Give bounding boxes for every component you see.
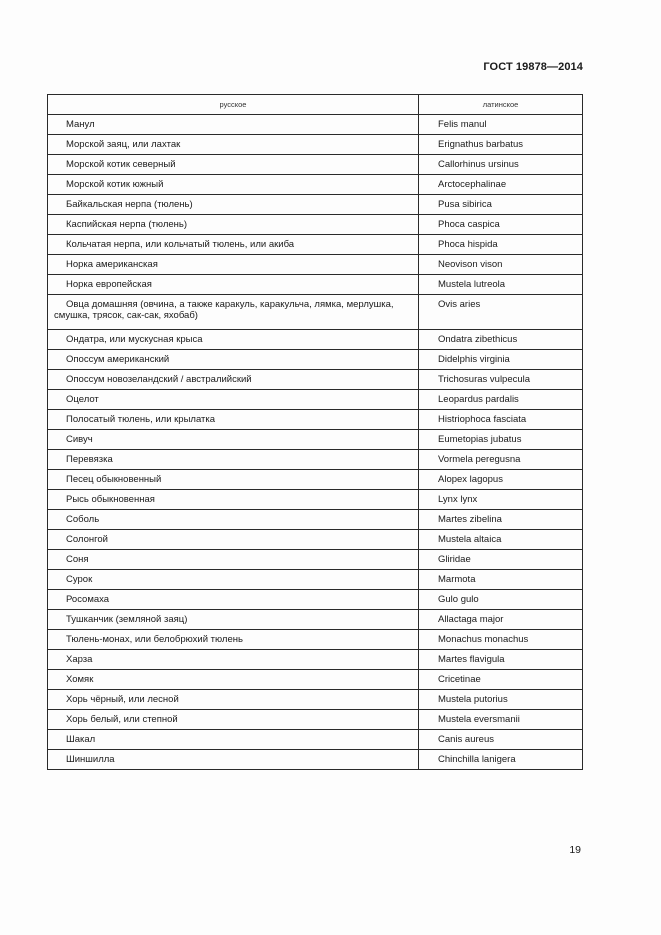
table-row xyxy=(48,195,583,215)
table-row xyxy=(48,255,583,275)
table-row xyxy=(48,510,583,530)
latin-name-cell: Leopardus pardalis xyxy=(419,390,583,410)
table-row xyxy=(48,350,583,370)
russian-name-cell: Ондатра, или мускусная крыса xyxy=(48,330,419,350)
latin-name-cell: Ondatra zibethicus xyxy=(419,330,583,350)
latin-name-cell: Phoca caspica xyxy=(419,215,583,235)
table-row xyxy=(48,590,583,610)
russian-name-cell: Тюлень-монах, или белобрюхий тюлень xyxy=(48,630,419,650)
russian-name-cell: Песец обыкновенный xyxy=(48,470,419,490)
table-row xyxy=(48,215,583,235)
species-names-table xyxy=(47,94,583,770)
russian-name-cell: Шиншилла xyxy=(48,750,419,770)
latin-name-cell: Cricetinae xyxy=(419,670,583,690)
russian-name-cell: Хорь белый, или степной xyxy=(48,710,419,730)
latin-name-cell: Didelphis virginia xyxy=(419,350,583,370)
table-row xyxy=(48,155,583,175)
latin-name-cell: Arctocephalinae xyxy=(419,175,583,195)
table-row xyxy=(48,570,583,590)
latin-name-cell: Felis manul xyxy=(419,115,583,135)
latin-name-cell: Alopex lagopus xyxy=(419,470,583,490)
latin-name-cell: Gliridae xyxy=(419,550,583,570)
table-row xyxy=(48,235,583,255)
table-row xyxy=(48,550,583,570)
russian-name-cell: Сивуч xyxy=(48,430,419,450)
latin-name-cell: Vormela peregusna xyxy=(419,450,583,470)
table-row xyxy=(48,690,583,710)
russian-name-cell: Солонгой xyxy=(48,530,419,550)
table-row xyxy=(48,750,583,770)
table-row xyxy=(48,650,583,670)
latin-name-cell: Martes zibelina xyxy=(419,510,583,530)
latin-name-cell: Mustela lutreola xyxy=(419,275,583,295)
table-row xyxy=(48,730,583,750)
latin-name-cell: Pusa sibirica xyxy=(419,195,583,215)
latin-name-cell: Gulo gulo xyxy=(419,590,583,610)
latin-name-cell: Chinchilla lanigera xyxy=(419,750,583,770)
table-row xyxy=(48,390,583,410)
russian-name-cell: Тушканчик (земляной заяц) xyxy=(48,610,419,630)
russian-name-cell: Полосатый тюлень, или крылатка xyxy=(48,410,419,430)
latin-name-cell: Trichosuras vulpecula xyxy=(419,370,583,390)
column-header-latin: латинское xyxy=(419,95,583,115)
table-row xyxy=(48,470,583,490)
table-header-row xyxy=(48,95,583,115)
table-row xyxy=(48,490,583,510)
latin-name-cell: Mustela eversmanii xyxy=(419,710,583,730)
table-row xyxy=(48,370,583,390)
table-row xyxy=(48,430,583,450)
column-header-russian: русское xyxy=(48,95,419,115)
table-row xyxy=(48,330,583,350)
table-row xyxy=(48,135,583,155)
table-row xyxy=(48,710,583,730)
russian-name-cell: Оцелот xyxy=(48,390,419,410)
latin-name-cell: Histriophoca fasciata xyxy=(419,410,583,430)
russian-name-cell: Байкальская нерпа (тюлень) xyxy=(48,195,419,215)
latin-name-cell: Canis aureus xyxy=(419,730,583,750)
latin-name-cell: Martes flavigula xyxy=(419,650,583,670)
russian-name-cell: Рысь обыкновенная xyxy=(48,490,419,510)
russian-name-cell: Морской заяц, или лахтак xyxy=(48,135,419,155)
latin-name-cell: Erignathus barbatus xyxy=(419,135,583,155)
russian-name-cell: Сурок xyxy=(48,570,419,590)
latin-name-cell: Lynx lynx xyxy=(419,490,583,510)
russian-name-cell: Морской котик северный xyxy=(48,155,419,175)
russian-name-cell: Овца домашняя (овчина, а также каракуль, каракульча, лямка, мерлушка, смушка, трясок, сак-сак, яхобаб) xyxy=(48,295,419,330)
latin-name-cell: Marmota xyxy=(419,570,583,590)
latin-name-cell: Mustela altaica xyxy=(419,530,583,550)
table-row xyxy=(48,275,583,295)
russian-name-cell: Морской котик южный xyxy=(48,175,419,195)
russian-name-cell: Норка европейская xyxy=(48,275,419,295)
latin-name-cell: Eumetopias jubatus xyxy=(419,430,583,450)
latin-name-cell: Monachus monachus xyxy=(419,630,583,650)
latin-name-cell: Phoca hispida xyxy=(419,235,583,255)
table-row xyxy=(48,410,583,430)
page-number: 19 xyxy=(569,844,581,856)
russian-name-cell: Хомяк xyxy=(48,670,419,690)
russian-name-cell: Шакал xyxy=(48,730,419,750)
russian-name-cell: Хорь чёрный, или лесной xyxy=(48,690,419,710)
table-row xyxy=(48,630,583,650)
russian-name-cell: Норка американская xyxy=(48,255,419,275)
russian-name-cell: Соболь xyxy=(48,510,419,530)
table-body xyxy=(48,115,583,770)
table-row xyxy=(48,610,583,630)
document-code: ГОСТ 19878—2014 xyxy=(483,61,583,73)
russian-name-cell: Опоссум американский xyxy=(48,350,419,370)
russian-name-cell: Манул xyxy=(48,115,419,135)
table-row xyxy=(48,450,583,470)
latin-name-cell: Ovis aries xyxy=(419,295,583,330)
latin-name-cell: Neovison vison xyxy=(419,255,583,275)
table-row xyxy=(48,175,583,195)
latin-name-cell: Allactaga major xyxy=(419,610,583,630)
latin-name-cell: Mustela putorius xyxy=(419,690,583,710)
russian-name-cell: Каспийская нерпа (тюлень) xyxy=(48,215,419,235)
russian-name-cell: Соня xyxy=(48,550,419,570)
russian-name-cell: Росомаха xyxy=(48,590,419,610)
table-row xyxy=(48,115,583,135)
russian-name-cell: Кольчатая нерпа, или кольчатый тюлень, или акиба xyxy=(48,235,419,255)
russian-name-cell: Перевязка xyxy=(48,450,419,470)
table-row xyxy=(48,295,583,330)
latin-name-cell: Callorhinus ursinus xyxy=(419,155,583,175)
table-row xyxy=(48,530,583,550)
table-row xyxy=(48,670,583,690)
russian-name-cell: Харза xyxy=(48,650,419,670)
russian-name-cell: Опоссум новозеландский / австралийский xyxy=(48,370,419,390)
